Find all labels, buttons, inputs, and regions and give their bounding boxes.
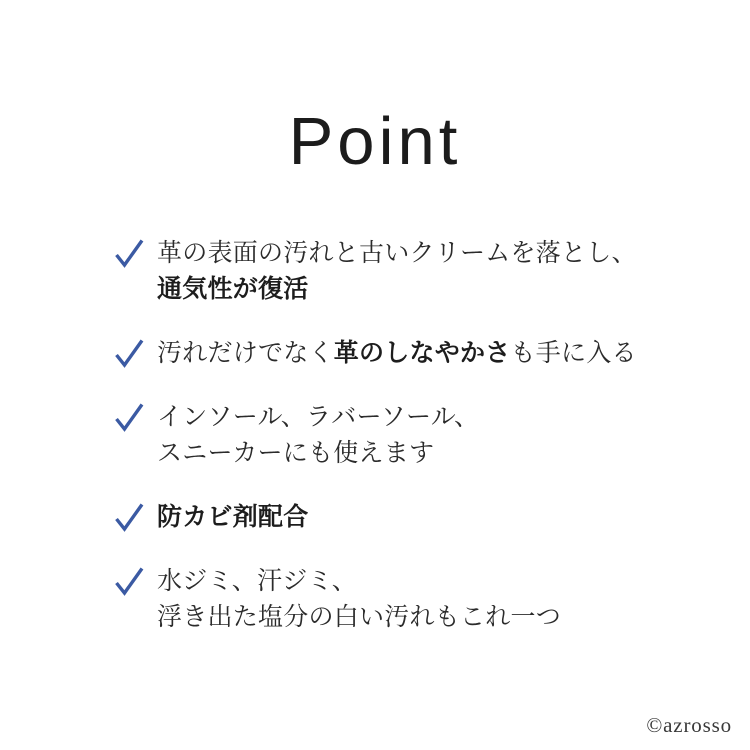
point-text [157,235,637,307]
point-segment-bold: 通気性が復活 [157,275,309,303]
point-text [157,563,561,635]
point-item [113,235,690,307]
watermark-credit: ©azrosso [646,713,732,737]
point-segment-bold: 革のしなやかさ [333,339,511,367]
point-segment: インソール、ラバーソール、 [157,403,480,431]
point-item [113,335,690,371]
point-item [113,499,690,535]
point-segment: 汚れだけでなく [157,339,334,367]
point-segment: 水ジミ、汗ジミ、 [157,567,358,595]
point-segment: も手に入る [510,339,637,367]
point-text [157,399,479,471]
check-icon [113,401,145,433]
point-segment-bold: 防カビ剤配合 [157,503,309,531]
check-icon [113,501,145,533]
point-item [113,399,690,471]
points-list [0,235,750,635]
page-title: Point [288,104,462,179]
point-segment: 革の表面の汚れと古いクリームを落とし、 [157,239,637,267]
point-item [113,563,690,635]
check-icon [113,565,145,597]
point-segment: 浮き出た塩分の白い汚れもこれ一つ [157,603,562,631]
check-icon [113,237,145,269]
point-text [157,335,637,371]
point-text [157,499,309,535]
check-icon [113,337,145,369]
point-segment: スニーカーにも使えます [157,439,435,467]
